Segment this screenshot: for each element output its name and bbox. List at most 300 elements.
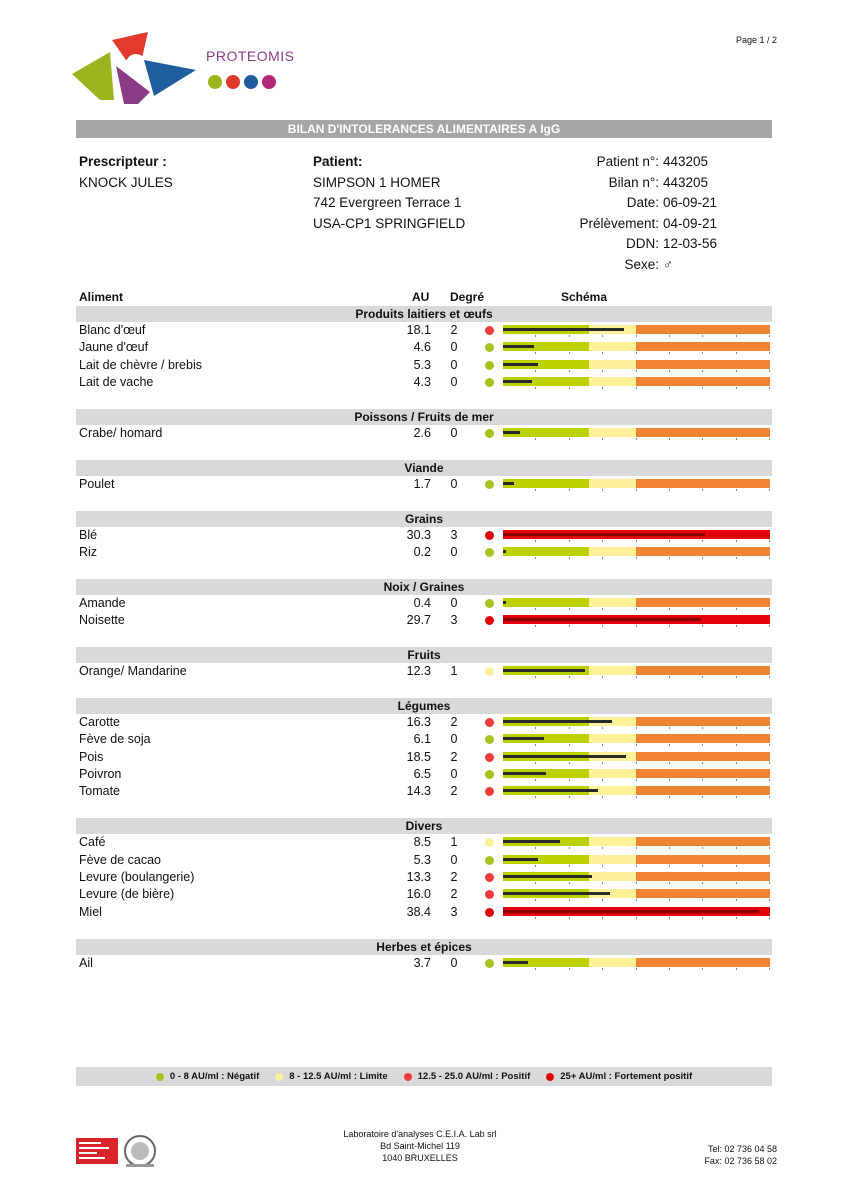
table-row — [76, 663, 776, 680]
au-value: 16.3 — [406, 714, 431, 729]
brand-dot — [226, 75, 240, 89]
scale-tick — [736, 557, 737, 559]
degree-value: 0 — [450, 732, 458, 747]
status-dot-icon — [485, 890, 494, 899]
legend-dot-icon — [546, 1073, 554, 1081]
scale-tick — [702, 917, 703, 919]
scale-tick — [736, 865, 737, 867]
table-row — [76, 834, 776, 851]
status-dot-icon — [485, 735, 494, 744]
degree-value: 2 — [450, 714, 458, 729]
bar-segment-positive — [636, 734, 770, 743]
scale-tick — [669, 608, 670, 610]
status-dot-icon — [485, 616, 494, 625]
scale-tick — [702, 762, 703, 764]
patient-name: SIMPSON 1 HOMER — [313, 174, 441, 190]
degree-value: 0 — [450, 595, 458, 610]
scale-tick — [736, 608, 737, 610]
value-bar — [503, 892, 610, 895]
food-name: Tomate — [79, 784, 120, 799]
scale-tick — [769, 370, 770, 372]
bar-segment-limit — [589, 855, 636, 864]
detail-key: DDN: — [626, 236, 659, 251]
status-dot-icon — [485, 599, 494, 608]
scale-tick — [636, 779, 637, 781]
scale-tick — [702, 882, 703, 884]
au-value: 1.7 — [413, 476, 431, 491]
scale-tick — [636, 438, 637, 440]
scale-tick — [769, 899, 770, 901]
status-dot-icon — [485, 378, 494, 387]
value-bar — [503, 601, 506, 604]
status-dot-icon — [485, 429, 494, 438]
degree-value: 2 — [450, 870, 458, 884]
degree-value: 0 — [450, 545, 458, 559]
legend-item — [275, 1071, 387, 1082]
patient-block — [313, 152, 465, 234]
value-bar — [503, 961, 528, 964]
scheme-bar — [503, 479, 770, 490]
scale-tick — [569, 370, 570, 372]
value-bar — [503, 840, 560, 843]
status-dot-icon — [485, 770, 494, 779]
table-row — [76, 714, 776, 731]
degree-value: 0 — [450, 340, 458, 355]
food-name: Blanc d'œuf — [79, 323, 146, 337]
scale-tick — [636, 882, 637, 884]
degree-value: 0 — [450, 375, 458, 390]
scale-tick — [736, 847, 737, 849]
detail-key: Patient n°: — [596, 154, 659, 169]
food-name: Lait de vache — [79, 375, 154, 390]
details-block — [520, 152, 740, 275]
table-row — [76, 766, 776, 783]
scale-tick — [535, 847, 536, 849]
scale-tick — [636, 608, 637, 610]
bar-segment-limit — [589, 666, 636, 675]
bar-segment-positive — [636, 598, 770, 607]
scale-tick — [602, 727, 603, 729]
scheme-bar — [503, 615, 770, 626]
degree-value: 3 — [450, 613, 458, 628]
detail-value: 04-09-21 — [663, 215, 718, 231]
scale-tick — [769, 438, 770, 440]
scheme-bar — [503, 377, 770, 388]
scale-tick — [602, 917, 603, 919]
detail-value: 12-03-56 — [663, 236, 718, 251]
scale-tick — [736, 625, 737, 627]
scale-tick — [602, 352, 603, 354]
scale-tick — [769, 335, 770, 337]
food-name: Amande — [79, 595, 126, 610]
scale-tick — [602, 489, 603, 491]
detail-row — [520, 214, 740, 235]
scale-tick — [569, 899, 570, 901]
scheme-bar — [503, 872, 770, 883]
scale-tick — [535, 882, 536, 884]
au-value: 8.5 — [413, 835, 431, 850]
scale-tick — [535, 625, 536, 627]
scale-tick — [769, 779, 770, 781]
certification-logo — [76, 1132, 166, 1168]
legend — [76, 1067, 772, 1086]
category-header: Herbes et épices — [76, 939, 772, 955]
scale-tick — [535, 744, 536, 746]
status-dot-icon — [485, 838, 494, 847]
table-row — [76, 595, 776, 612]
table-row — [76, 374, 776, 391]
status-dot-icon — [485, 667, 494, 676]
scale-tick — [569, 540, 570, 542]
table-row — [76, 357, 776, 374]
scheme-bar — [503, 360, 770, 371]
scale-tick — [569, 744, 570, 746]
scale-tick — [769, 727, 770, 729]
scale-tick — [769, 744, 770, 746]
detail-row — [520, 255, 740, 276]
degree-value: 3 — [450, 904, 458, 919]
degree-value: 3 — [450, 527, 458, 542]
scale-tick — [535, 335, 536, 337]
bar-segment-positive — [636, 837, 770, 846]
scale-tick — [636, 676, 637, 678]
scheme-bar — [503, 428, 770, 439]
scale-tick — [769, 882, 770, 884]
legend-dot-icon — [156, 1073, 164, 1081]
scale-tick — [636, 335, 637, 337]
status-dot-icon — [485, 326, 494, 335]
scheme-bar — [503, 342, 770, 353]
scale-tick — [569, 865, 570, 867]
status-dot-icon — [485, 718, 494, 727]
scale-tick — [669, 796, 670, 798]
bar-segment-positive — [636, 377, 770, 386]
patient-address-1: 742 Evergreen Terrace 1 — [313, 195, 462, 210]
scale-tick — [602, 968, 603, 970]
logo-mark-icon — [70, 30, 200, 110]
footer-tel: Tel: 02 736 04 58 — [707, 1144, 777, 1154]
header-scheme: Schéma — [561, 290, 608, 304]
category-header: Poissons / Fruits de mer — [76, 409, 772, 425]
report-title: BILAN D'INTOLERANCES ALIMENTAIRES A IgG — [76, 120, 772, 138]
scale-tick — [535, 540, 536, 542]
scale-tick — [636, 557, 637, 559]
table-row — [76, 339, 776, 356]
scale-tick — [535, 438, 536, 440]
table-row — [76, 322, 776, 339]
scale-tick — [736, 370, 737, 372]
bar-segment-limit — [589, 872, 636, 881]
scale-tick — [569, 387, 570, 389]
legend-label: 12.5 - 25.0 AU/ml : Positif — [417, 1071, 531, 1082]
scale-tick — [702, 625, 703, 627]
au-value: 29.7 — [406, 613, 431, 628]
scale-tick — [569, 917, 570, 919]
table-row — [76, 783, 776, 800]
scale-tick — [569, 676, 570, 678]
table-row — [76, 544, 776, 561]
scale-tick — [736, 352, 737, 354]
scale-tick — [569, 762, 570, 764]
detail-value: ♂ — [663, 256, 674, 272]
table-header — [79, 290, 769, 306]
bar-segment-positive — [636, 547, 770, 556]
scale-tick — [636, 968, 637, 970]
brand-dot — [244, 75, 258, 89]
scale-tick — [669, 625, 670, 627]
scale-tick — [669, 489, 670, 491]
scale-tick — [669, 387, 670, 389]
bar-segment-limit — [589, 377, 636, 386]
scale-tick — [602, 882, 603, 884]
bar-segment-positive — [636, 717, 770, 726]
value-bar — [503, 858, 538, 861]
bar-segment-positive — [636, 855, 770, 864]
scale-tick — [569, 438, 570, 440]
degree-value: 2 — [450, 749, 458, 764]
scale-tick — [569, 625, 570, 627]
bar-segment-limit — [589, 598, 636, 607]
scale-tick — [669, 762, 670, 764]
scale-tick — [769, 847, 770, 849]
degree-value: 1 — [450, 664, 458, 678]
scale-tick — [669, 744, 670, 746]
status-dot-icon — [485, 908, 494, 917]
scale-tick — [669, 370, 670, 372]
scale-tick — [535, 727, 536, 729]
scale-tick — [769, 557, 770, 559]
scale-tick — [535, 676, 536, 678]
category-header: Fruits — [76, 647, 772, 663]
legend-label: 0 - 8 AU/ml : Négatif — [169, 1071, 260, 1082]
food-name: Miel — [79, 904, 102, 919]
scale-tick — [702, 489, 703, 491]
scale-tick — [769, 762, 770, 764]
detail-value: 443205 — [663, 174, 709, 190]
value-bar — [503, 772, 546, 775]
degree-value: 0 — [450, 852, 458, 867]
au-value: 4.6 — [413, 340, 431, 355]
legend-item — [156, 1071, 259, 1082]
scale-tick — [669, 865, 670, 867]
scale-tick — [736, 744, 737, 746]
status-dot-icon — [485, 959, 494, 968]
scale-tick — [636, 387, 637, 389]
scale-tick — [669, 352, 670, 354]
scale-tick — [602, 865, 603, 867]
legend-label: 25+ AU/ml : Fortement positif — [560, 1071, 693, 1082]
value-bar — [503, 363, 538, 366]
scheme-bar — [503, 325, 770, 336]
scale-tick — [535, 917, 536, 919]
value-bar — [503, 875, 592, 878]
scale-tick — [636, 899, 637, 901]
scale-tick — [535, 557, 536, 559]
table-row — [76, 904, 776, 921]
detail-key: Prélèvement: — [579, 215, 659, 231]
detail-value: 06-09-21 — [663, 195, 718, 210]
degree-value: 0 — [450, 767, 458, 781]
degree-value: 0 — [450, 476, 458, 491]
value-bar — [503, 550, 506, 553]
scale-tick — [736, 727, 737, 729]
scale-tick — [702, 968, 703, 970]
scale-tick — [569, 847, 570, 849]
scheme-bar — [503, 855, 770, 866]
table-row — [76, 425, 776, 442]
detail-key: Sexe: — [624, 256, 659, 272]
scale-tick — [769, 796, 770, 798]
au-value: 0.4 — [413, 595, 431, 610]
scale-tick — [669, 779, 670, 781]
footer-street: Bd Saint-Michel 119 — [380, 1141, 460, 1151]
scale-tick — [736, 968, 737, 970]
scale-tick — [769, 540, 770, 542]
scale-tick — [702, 899, 703, 901]
detail-key: Date: — [626, 195, 659, 210]
scale-tick — [636, 796, 637, 798]
degree-value: 0 — [450, 357, 458, 372]
au-value: 18.5 — [406, 749, 431, 764]
bar-segment-positive — [636, 479, 770, 488]
scale-tick — [602, 847, 603, 849]
prescriber-label: Prescripteur : — [79, 154, 167, 169]
scale-tick — [602, 762, 603, 764]
table-row — [76, 476, 776, 493]
scale-tick — [569, 335, 570, 337]
scheme-bar — [503, 598, 770, 609]
header-au: AU — [412, 290, 430, 304]
prescriber-name: KNOCK JULES — [79, 174, 173, 190]
scale-tick — [702, 335, 703, 337]
scale-tick — [769, 608, 770, 610]
food-name: Fève de soja — [79, 732, 151, 747]
scale-tick — [602, 779, 603, 781]
degree-value: 0 — [450, 955, 458, 970]
bar-segment-positive — [636, 889, 770, 898]
degree-value: 2 — [450, 784, 458, 799]
scale-tick — [636, 540, 637, 542]
bar-segment-positive — [636, 428, 770, 437]
scale-tick — [702, 540, 703, 542]
status-dot-icon — [485, 787, 494, 796]
scale-tick — [702, 676, 703, 678]
scale-tick — [736, 882, 737, 884]
value-bar — [503, 755, 626, 758]
scale-tick — [535, 608, 536, 610]
status-dot-icon — [485, 753, 494, 762]
bar-segment-positive — [636, 958, 770, 967]
status-dot-icon — [485, 531, 494, 540]
scale-tick — [669, 727, 670, 729]
food-name: Levure (de bière) — [79, 887, 175, 902]
scheme-bar — [503, 752, 770, 763]
detail-key: Bilan n°: — [608, 174, 659, 190]
au-value: 5.3 — [413, 357, 431, 372]
brand-dot — [262, 75, 276, 89]
degree-value: 0 — [450, 426, 458, 440]
au-value: 30.3 — [406, 527, 431, 542]
au-value: 18.1 — [406, 323, 431, 337]
header-degree: Degré — [450, 290, 485, 304]
bar-segment-limit — [589, 479, 636, 488]
page-number: Page 1 / 2 — [735, 35, 777, 45]
detail-row — [520, 152, 740, 173]
status-dot-icon — [485, 361, 494, 370]
detail-row — [520, 193, 740, 214]
scale-tick — [669, 899, 670, 901]
bar-segment-positive — [636, 666, 770, 675]
degree-value: 1 — [450, 835, 458, 850]
food-name: Poivron — [79, 767, 122, 781]
scale-tick — [636, 727, 637, 729]
scale-tick — [636, 625, 637, 627]
au-value: 12.3 — [406, 664, 431, 678]
au-value: 14.3 — [406, 784, 431, 799]
legend-dot-icon — [404, 1073, 412, 1081]
food-name: Crabe/ homard — [79, 426, 163, 440]
scheme-bar — [503, 786, 770, 797]
scale-tick — [736, 387, 737, 389]
scale-tick — [602, 625, 603, 627]
bar-segment-limit — [589, 342, 636, 351]
bar-segment-positive — [636, 325, 770, 334]
au-value: 6.1 — [413, 732, 431, 747]
scale-tick — [535, 968, 536, 970]
value-bar — [503, 482, 514, 485]
au-value: 38.4 — [406, 904, 431, 919]
scale-tick — [702, 352, 703, 354]
scale-tick — [602, 540, 603, 542]
brand-name: PROTEOMIS — [206, 48, 295, 64]
footer-fax: Fax: 02 736 58 02 — [704, 1156, 777, 1166]
scale-tick — [769, 968, 770, 970]
scale-tick — [702, 727, 703, 729]
scale-tick — [569, 608, 570, 610]
category-header: Légumes — [76, 698, 772, 714]
value-bar — [503, 431, 520, 434]
scheme-bar — [503, 734, 770, 745]
scale-tick — [602, 796, 603, 798]
scale-tick — [769, 917, 770, 919]
value-bar — [503, 345, 534, 348]
scheme-bar — [503, 530, 770, 541]
bar-segment-limit — [589, 958, 636, 967]
scale-tick — [535, 387, 536, 389]
table-row — [76, 886, 776, 903]
scale-tick — [736, 762, 737, 764]
detail-row — [520, 234, 740, 255]
scheme-bar — [503, 837, 770, 848]
scale-tick — [769, 387, 770, 389]
status-dot-icon — [485, 480, 494, 489]
scheme-bar — [503, 907, 770, 918]
bar-segment-positive — [636, 769, 770, 778]
footer-contact — [704, 1143, 777, 1167]
scale-tick — [636, 489, 637, 491]
au-value: 13.3 — [406, 870, 431, 884]
scheme-bar — [503, 717, 770, 728]
scale-tick — [736, 676, 737, 678]
scale-tick — [669, 968, 670, 970]
food-name: Jaune d'œuf — [79, 340, 149, 355]
table-row — [76, 731, 776, 748]
scale-tick — [769, 625, 770, 627]
food-name: Carotte — [79, 714, 120, 729]
scale-tick — [535, 899, 536, 901]
au-value: 4.3 — [413, 375, 431, 390]
bar-segment-positive — [636, 342, 770, 351]
